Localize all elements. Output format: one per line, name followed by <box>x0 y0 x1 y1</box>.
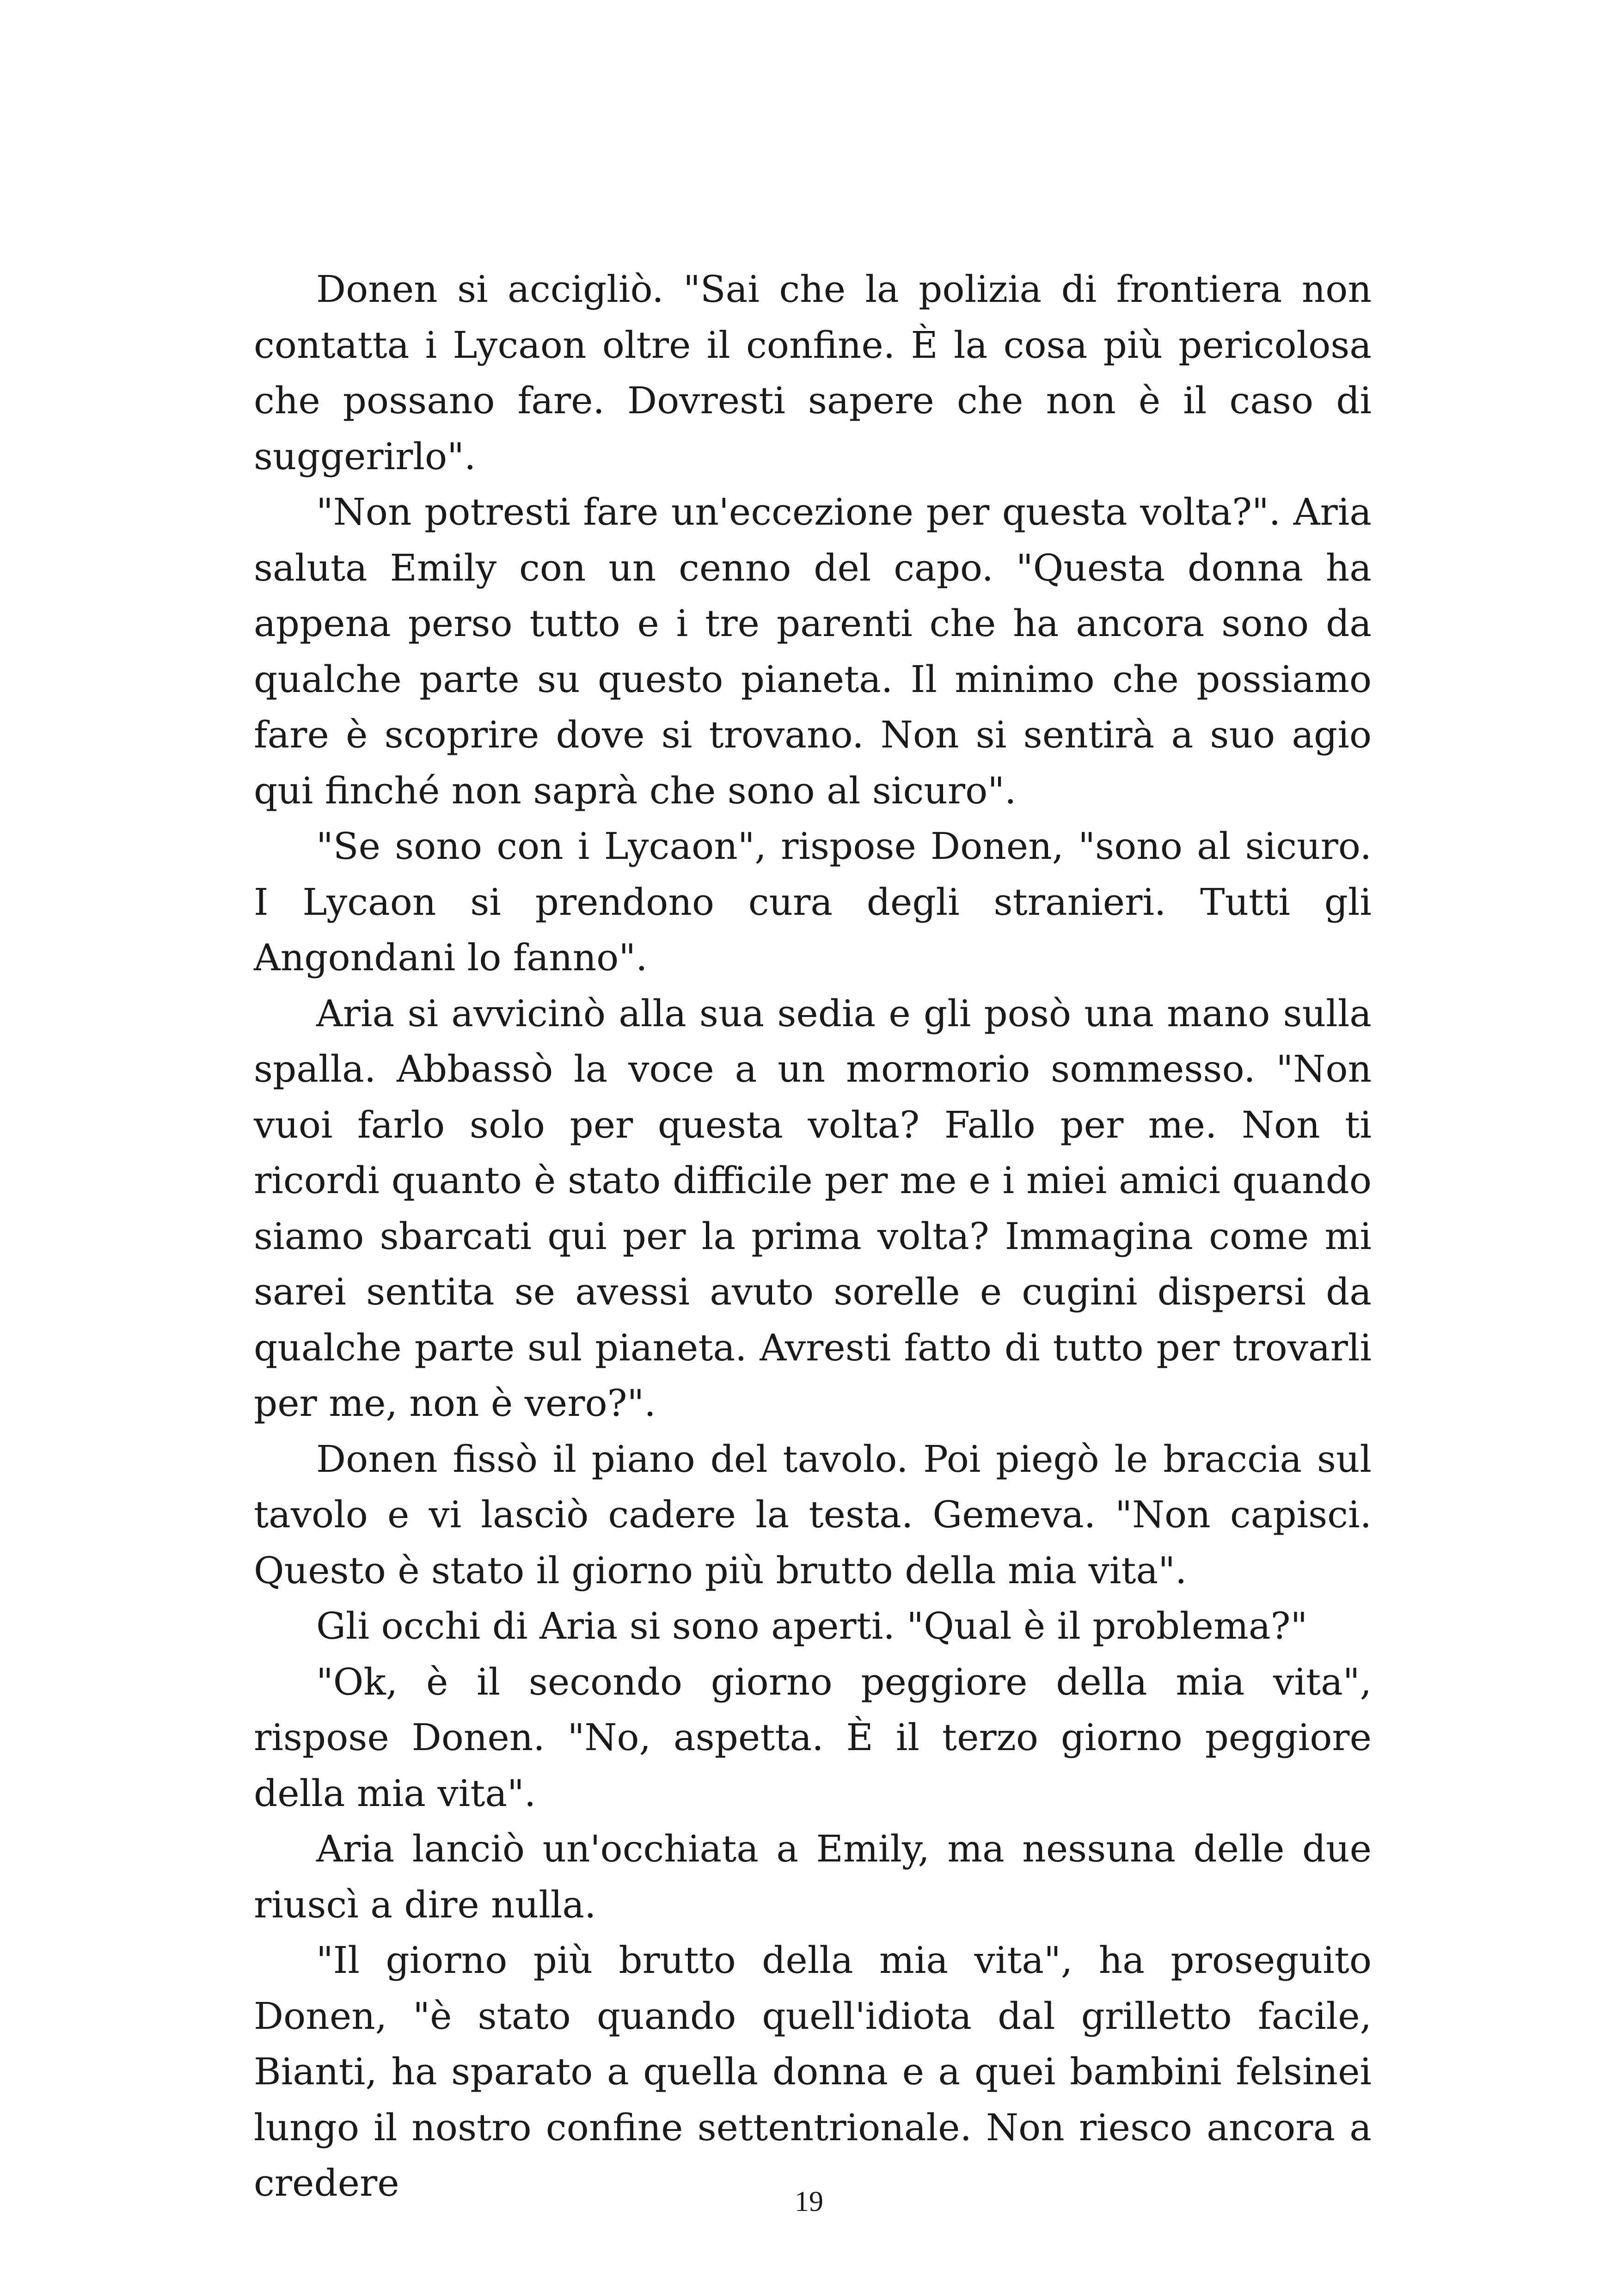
paragraph: "Il giorno più brutto della mia vita", ha proseguito Donen, "è stato quando quell'idiota dal grilletto facile, Bianti, ha sparato a quella donna e a quei bambini felsinei lungo il nostro confine settentrionale. Non riesco ancora a credere <box>254 1939 1372 2204</box>
page-number: 19 <box>795 2186 823 2217</box>
paragraph: Aria lanciò un'occhiata a Emily, ma nessuna delle due riuscì a dire nulla. <box>254 1827 1372 1926</box>
paragraph: "Ok, è il secondo giorno peggiore della mia vita", rispose Donen. "No, aspetta. È il terzo giorno peggiore della mia vita". <box>254 1660 1372 1815</box>
body-text <box>254 262 1372 2211</box>
paragraph: "Non potresti fare un'eccezione per questa volta?". Aria saluta Emily con un cenno del capo. "Questa donna ha appena perso tutto e i tre parenti che ha ancora sono da qualche parte su questo pianeta. Il minimo che possiamo fare è scoprire dove si trovano. Non si sentirà a suo agio qui finché non saprà che sono al sicuro". <box>254 490 1372 812</box>
paragraph: Donen si accigliò. "Sai che la polizia di frontiera non contatta i Lycaon oltre il confine. È la cosa più pericolosa che possano fare. Dovresti sapere che non è il caso di suggerirlo". <box>254 268 1372 478</box>
paragraph: Aria si avvicinò alla sua sedia e gli posò una mano sulla spalla. Abbassò la voce a un mormorio sommesso. "Non vuoi farlo solo per questa volta? Fallo per me. Non ti ricordi quanto è stato difficile per me e i miei amici quando siamo sbarcati qui per la prima volta? Immagina come mi sarei sentita se avessi avuto sorelle e cugini dispersi da qualche parte sul pianeta. Avresti fatto di tutto per trovarli per me, non è vero?". <box>254 992 1372 1425</box>
paragraph: "Se sono con i Lycaon", rispose Donen, "sono al sicuro. I Lycaon si prendono cura degli stranieri. Tutti gli Angondani lo fanno". <box>254 825 1372 979</box>
paragraph: Donen fissò il piano del tavolo. Poi piegò le braccia sul tavolo e vi lasciò cadere la testa. Gemeva. "Non capisci. Questo è stato il giorno più brutto della mia vita". <box>254 1437 1372 1592</box>
paragraph: Gli occhi di Aria si sono aperti. "Qual è il problema?" <box>316 1604 1308 1647</box>
